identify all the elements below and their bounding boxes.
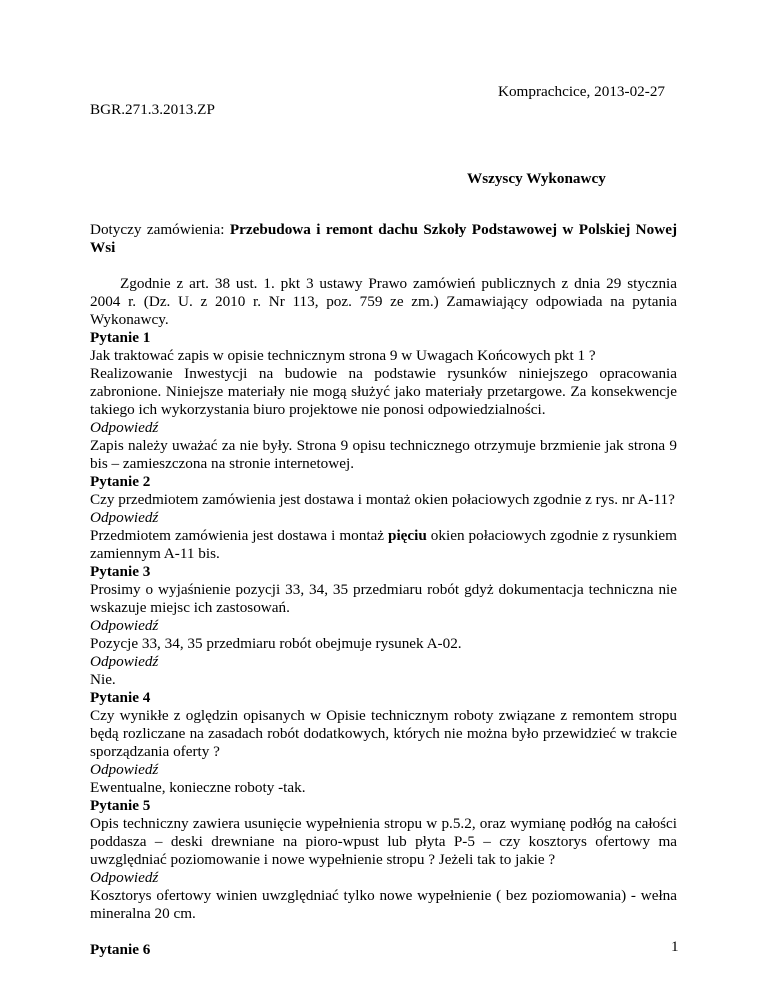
answer-3-label: Odpowiedź xyxy=(90,617,159,634)
subject-title: Przebudowa i remont dachu Szkoły Podstawowej w Polskiej Nowej Wsi xyxy=(90,221,678,256)
answer-3-text: Pozycje 33, 34, 35 przedmiaru robót obejmuje rysunek A-02. xyxy=(90,635,462,652)
question-5-text: Opis techniczny zawiera usunięcie wypełnienia stropu w p.5.2, oraz wymianę podłóg na całości poddasza – deski drewniane na pioro-wpust lub płyta P-5 – czy kosztorys ofertowy ma uwzględniać poziomowanie i nowe wypełnienie stropu ? Jeżeli tak to jakie ? xyxy=(90,815,677,868)
answer-1-text: Zapis należy uważać za nie były. Strona 9 opisu technicznego otrzymuje brzmienie jak strona 9 bis – zamieszczona na stronie internetowej. xyxy=(90,437,677,472)
answer-3b-text: Nie. xyxy=(90,671,116,688)
place-date: Komprachcice, 2013-02-27 xyxy=(498,83,666,100)
question-1-quote: Realizowanie Inwestycji na budowie na podstawie rysunków niniejszego opracowania zabronione. Niniejsze materiały nie mogą służyć jako materiały przetargowe. Za konsekwencje takiego ich wykorzystania biuro projektowe nie ponosi odpowiedzialności. xyxy=(90,365,677,418)
answer-4-label: Odpowiedź xyxy=(90,761,159,778)
question-1-text: Jak traktować zapis w opisie technicznym strona 9 w Uwagach Końcowych pkt 1 ? xyxy=(90,347,596,364)
question-4-text: Czy wynikłe z oględzin opisanych w Opisie technicznym roboty związane z remontem stropu będą rozliczane na zasadach robót dodatkowych, których nie można było przewidzieć w trakcie sporządzania oferty ? xyxy=(90,707,677,760)
question-2-text: Czy przedmiotem zamówienia jest dostawa i montaż okien połaciowych zgodnie z rys. nr A-11? xyxy=(90,491,675,508)
answer-2-after: okien połaciowych zgodnie z rysunkiem zamiennym A-11 bis. xyxy=(90,527,677,562)
answer-3b-label: Odpowiedź xyxy=(90,653,159,670)
addressee: Wszyscy Wykonawcy xyxy=(467,170,606,187)
subject-label: Dotyczy zamówienia: xyxy=(90,221,230,238)
subject-line xyxy=(90,221,677,257)
answer-5-text: Kosztorys ofertowy winien uwzględniać tylko nowe wypełnienie ( bez poziomowania) - wełna mineralna 20 cm. xyxy=(90,887,677,922)
document-body xyxy=(90,221,677,959)
answer-2-label: Odpowiedź xyxy=(90,509,159,526)
question-4-title: Pytanie 4 xyxy=(90,689,151,706)
answer-2-text xyxy=(90,527,677,563)
page-number: 1 xyxy=(671,938,679,955)
answer-2-before: Przedmiotem zamówienia jest dostawa i montaż xyxy=(90,527,388,544)
question-3-title: Pytanie 3 xyxy=(90,563,151,580)
answer-4-text: Ewentualne, konieczne roboty -tak. xyxy=(90,779,306,796)
question-5-title: Pytanie 5 xyxy=(90,797,151,814)
question-1-title: Pytanie 1 xyxy=(90,329,151,346)
answer-5-label: Odpowiedź xyxy=(90,869,159,886)
intro-paragraph: Zgodnie z art. 38 ust. 1. pkt 3 ustawy Prawo zamówień publicznych z dnia 29 stycznia 2004 r. (Dz. U. z 2010 r. Nr 113, poz. 759 ze zm.) Zamawiający odpowiada na pytania Wykonawcy. xyxy=(90,275,677,328)
reference-number: BGR.271.3.2013.ZP xyxy=(90,101,215,118)
question-6-title: Pytanie 6 xyxy=(90,941,151,958)
answer-1-label: Odpowiedź xyxy=(90,419,159,436)
question-2-title: Pytanie 2 xyxy=(90,473,151,490)
question-3-text: Prosimy o wyjaśnienie pozycji 33, 34, 35 przedmiaru robót gdyż dokumentacja techniczna nie wskazuje miejsc ich zastosowań. xyxy=(90,581,677,616)
answer-2-bold: pięciu xyxy=(388,527,427,544)
